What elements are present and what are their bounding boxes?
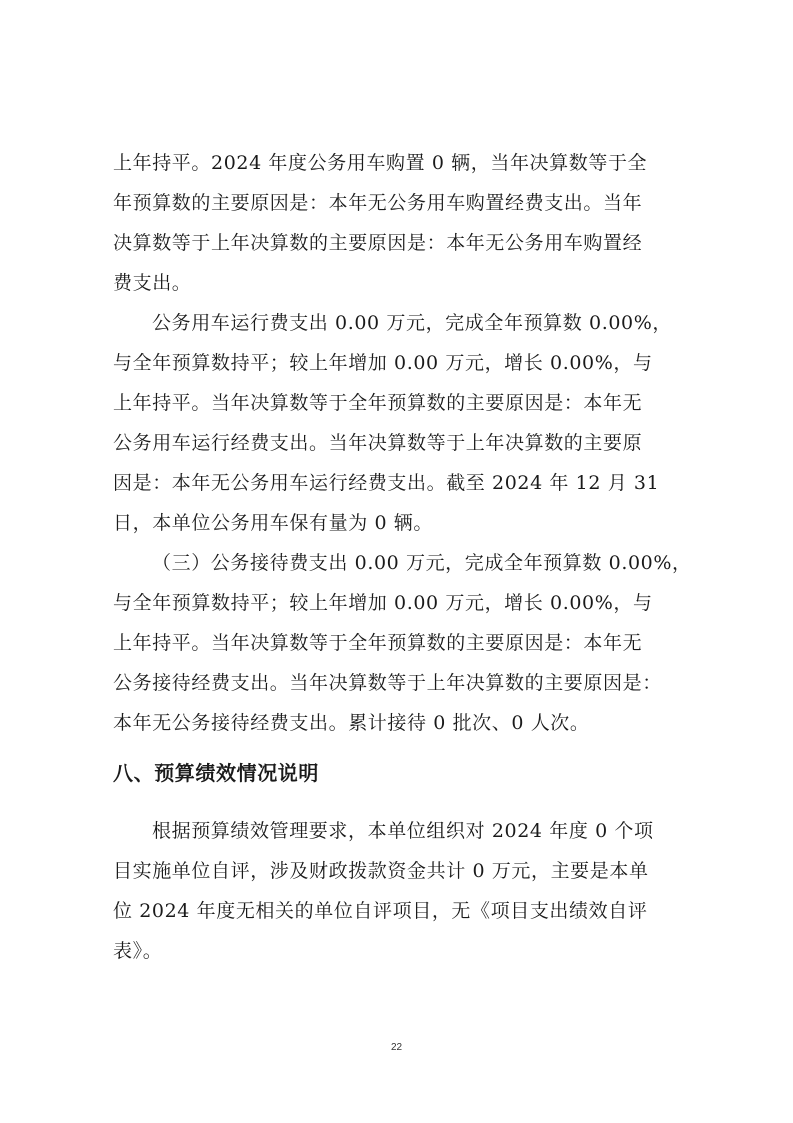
paragraph-line: 位 2024 年度无相关的单位自评项目，无《项目支出绩效自评 bbox=[113, 900, 648, 922]
paragraph-line: 表》。 bbox=[113, 940, 163, 962]
paragraph-line: 上年持平。当年决算数等于全年预算数的主要原因是：本年无 bbox=[113, 632, 643, 654]
paragraph-line: 与全年预算数持平；较上年增加 0.00 万元，增长 0.00%，与 bbox=[113, 592, 653, 614]
paragraph-line: 日，本单位公务用车保有量为 0 辆。 bbox=[113, 512, 433, 534]
paragraph-line: 本年无公务接待经费支出。累计接待 0 批次、0 人次。 bbox=[113, 712, 590, 734]
paragraph-line: 公务接待经费支出。当年决算数等于上年决算数的主要原因是： bbox=[113, 672, 662, 694]
paragraph-line: 年预算数的主要原因是：本年无公务用车购置经费支出。当年 bbox=[113, 192, 643, 214]
paragraph-line: 上年持平。2024 年度公务用车购置 0 辆，当年决算数等于全 bbox=[113, 152, 648, 174]
paragraph-line: 目实施单位自评，涉及财政拨款资金共计 0 万元，主要是本单 bbox=[113, 860, 649, 882]
paragraph-line: 费支出。 bbox=[113, 272, 192, 294]
paragraph-line: 上年持平。当年决算数等于全年预算数的主要原因是：本年无 bbox=[113, 392, 643, 414]
paragraph-line: 因是：本年无公务用车运行经费支出。截至 2024 年 12 月 31 bbox=[113, 472, 660, 494]
paragraph-line: 公务用车运行经费支出。当年决算数等于上年决算数的主要原 bbox=[113, 432, 643, 454]
paragraph-line: 决算数等于上年决算数的主要原因是：本年无公务用车购置经 bbox=[113, 232, 643, 254]
paragraph-line: 与全年预算数持平；较上年增加 0.00 万元，增长 0.00%，与 bbox=[113, 352, 653, 374]
paragraph-line: （三）公务接待费支出 0.00 万元，完成全年预算数 0.00%， bbox=[152, 552, 692, 574]
section-heading: 八、预算绩效情况说明 bbox=[113, 761, 319, 785]
page-number: 22 bbox=[390, 1042, 403, 1053]
paragraph-line: 公务用车运行费支出 0.00 万元，完成全年预算数 0.00%， bbox=[152, 312, 672, 334]
paragraph-line: 根据预算绩效管理要求，本单位组织对 2024 年度 0 个项 bbox=[152, 820, 654, 842]
